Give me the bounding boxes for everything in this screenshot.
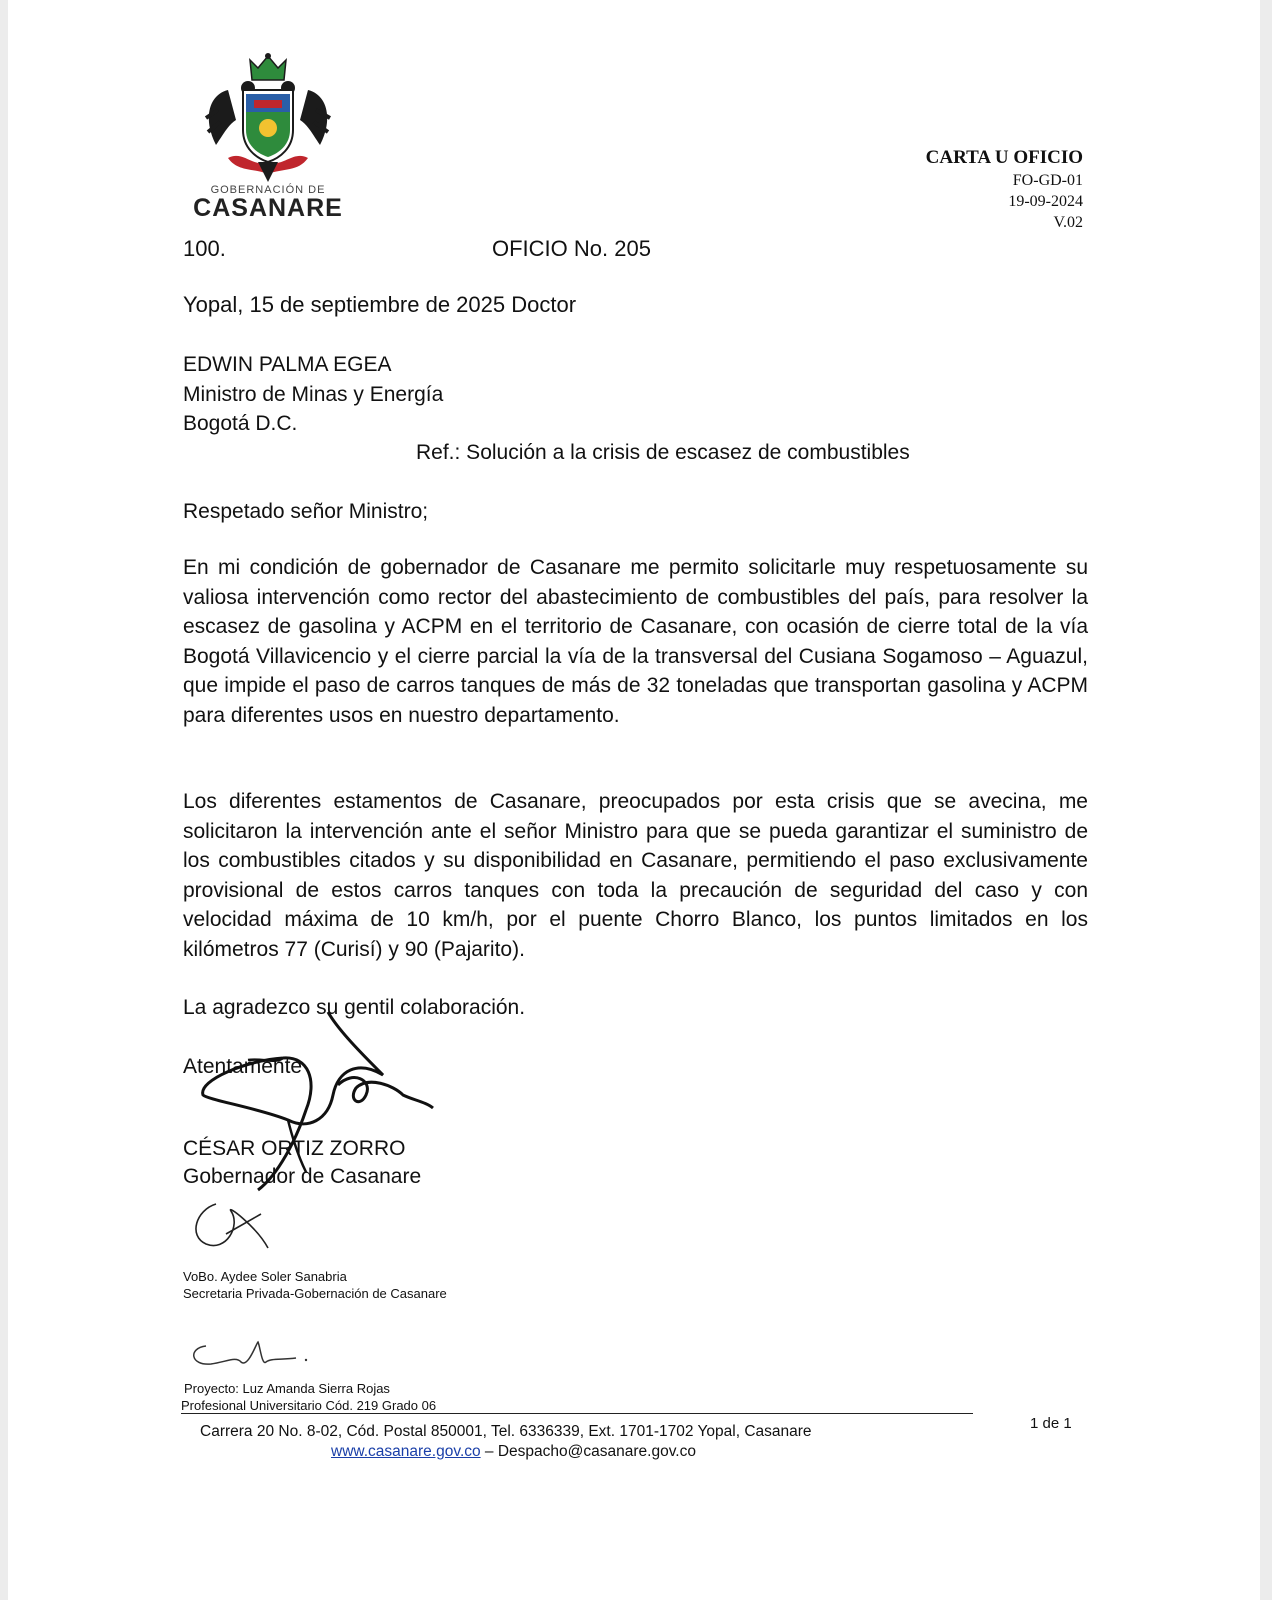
footer-address: Carrera 20 No. 8-02, Cód. Postal 850001, Tel. 6336339, Ext. 1701-1702 Yopal, Casanare bbox=[200, 1423, 812, 1440]
footer-email: – Despacho@casanare.gov.co bbox=[480, 1443, 696, 1460]
recipient-title: Ministro de Minas y Energía bbox=[183, 383, 444, 406]
form-code: FO-GD-01 bbox=[1012, 172, 1083, 189]
reference-line: Ref.: Solución a la crisis de escasez de combustibles bbox=[416, 441, 910, 464]
form-info bbox=[926, 146, 1083, 233]
recipient-city: Bogotá D.C. bbox=[183, 412, 298, 435]
form-version: V.02 bbox=[1053, 214, 1083, 231]
vobo-line-2: Secretaria Privada-Gobernación de Casanare bbox=[183, 1286, 447, 1301]
paragraph-2: Los diferentes estamentos de Casanare, preocupados por esta crisis que se avecina, me solicitaron la intervención ante el señor Ministro para que se pueda garantizar el suministro de los combustibles citados y su disponibilidad en Casanare, permitiendo el paso exclusivamente provisional de estos carros tanques con toda la precaución de seguridad del caso y con velocidad máxima de 10 km/h, por el puente Chorro Blanco, los puntos limitados en los kilómetros 77 (Curisí) y 90 (Pajarito). bbox=[183, 790, 1088, 961]
form-date: 19-09-2024 bbox=[1008, 193, 1083, 210]
vobo-signature bbox=[186, 1196, 276, 1258]
website-link[interactable]: www.casanare.gov.co bbox=[331, 1443, 481, 1460]
paragraph-1: En mi condición de gobernador de Casanare me permito solicitarle muy respetuosamente su valiosa intervención como rector del abastecimiento de combustibles del país, para resolver la escasez de gasolina y ACPM en el territorio de Casanare, con ocasión de cierre total de la vía Bogotá Villavicencio y el cierre parcial la vía de la transversal del Cusiana Sogamoso – Aguazul, que impide el paso de carros tanques de más de 32 toneladas que transportan gasolina y ACPM para diferentes usos en nuestro departamento. bbox=[183, 556, 1088, 727]
salutation: Respetado señor Ministro; bbox=[183, 500, 429, 523]
proyecto-line-2: Profesional Universitario Cód. 219 Grado 06 bbox=[181, 1398, 437, 1413]
vobo-line-1: VoBo. Aydee Soler Sanabria bbox=[183, 1269, 347, 1284]
page-number: 1 de 1 bbox=[1030, 1415, 1072, 1432]
form-title: CARTA U OFICIO bbox=[925, 147, 1083, 168]
dept-code: 100. bbox=[183, 236, 226, 261]
place-date: Yopal, 15 de septiembre de 2025 Doctor bbox=[183, 292, 577, 317]
proyecto-signature bbox=[186, 1336, 316, 1372]
oficio-number: OFICIO No. 205 bbox=[492, 236, 651, 261]
signer-title: Gobernador de Casanare bbox=[183, 1165, 422, 1188]
governor-signature bbox=[188, 1000, 448, 1200]
casanare-logo bbox=[188, 50, 348, 220]
thanks-line: La agradezco su gentil colaboración. bbox=[183, 996, 526, 1019]
proyecto-line-1: Proyecto: Luz Amanda Sierra Rojas bbox=[184, 1381, 390, 1396]
signer-name: CÉSAR ORTIZ ZORRO bbox=[183, 1137, 406, 1160]
recipient-name: EDWIN PALMA EGEA bbox=[183, 353, 392, 376]
coat-of-arms-icon bbox=[188, 50, 348, 185]
footer-contact bbox=[331, 1443, 696, 1461]
closing: Atentamente bbox=[183, 1055, 303, 1078]
logo-caption-small: GOBERNACIÓN DE bbox=[210, 184, 326, 196]
footer-divider bbox=[181, 1413, 973, 1414]
logo-caption-big: CASANARE bbox=[193, 194, 343, 222]
document-page bbox=[8, 0, 1260, 1600]
